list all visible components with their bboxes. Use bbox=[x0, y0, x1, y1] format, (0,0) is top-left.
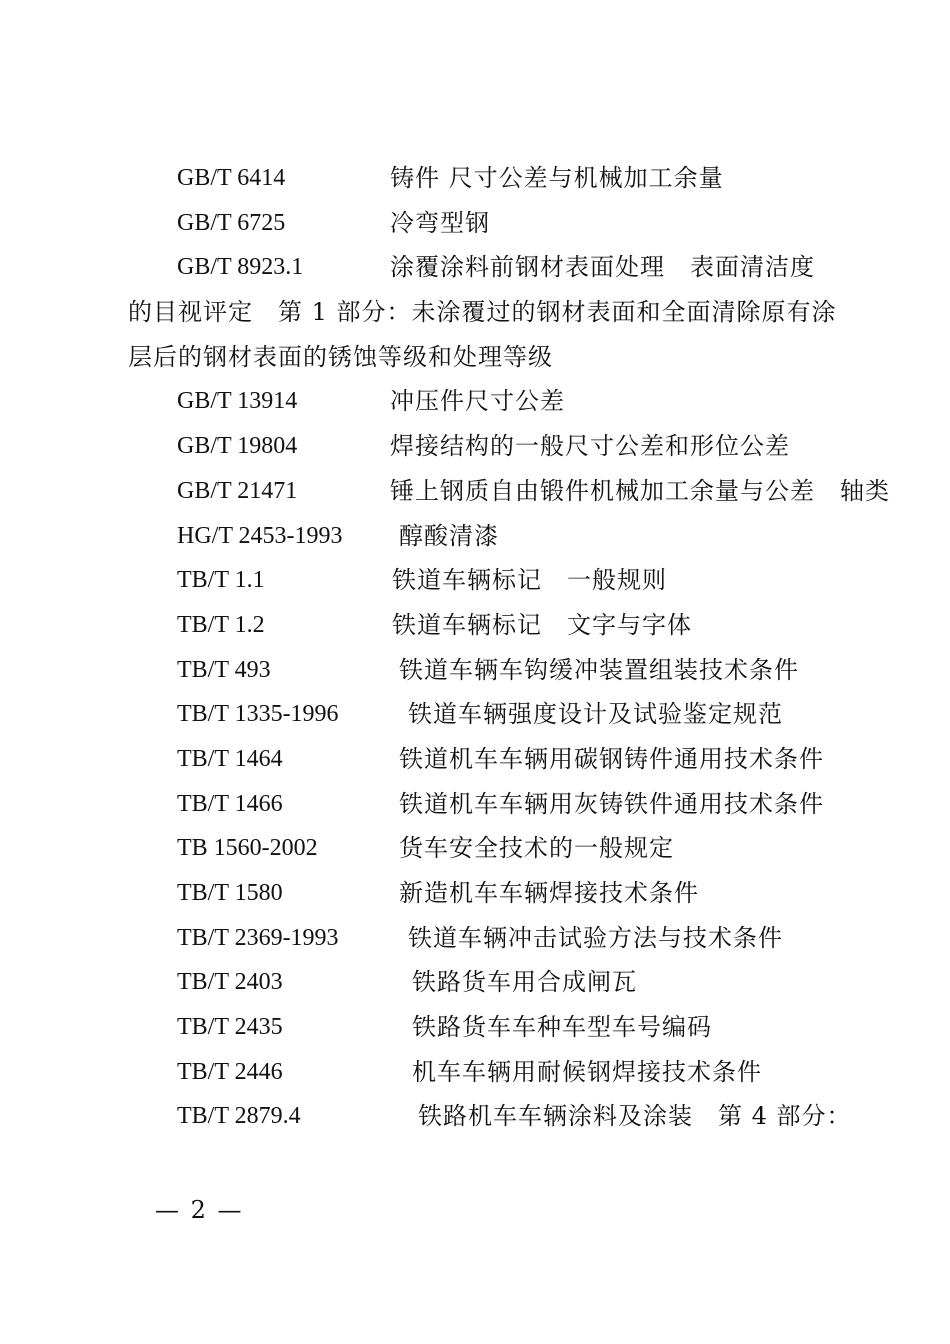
reference-item bbox=[0, 469, 950, 514]
reference-item bbox=[0, 379, 950, 424]
standard-code: TB/T 2369-1993 bbox=[177, 924, 339, 951]
standard-title: 铁道机车车辆用碳钢铸件通用技术条件 bbox=[399, 744, 824, 773]
standard-title: 新造机车车辆焊接技术条件 bbox=[399, 879, 699, 907]
standard-title: 涂覆涂料前钢材表面处理 表面清洁度 bbox=[390, 253, 815, 282]
standard-code: TB/T 1.2 bbox=[177, 611, 265, 638]
standard-title: 锤上钢质自由锻件机械加工余量与公差 轴类 bbox=[390, 476, 890, 505]
standard-code: TB/T 493 bbox=[177, 656, 271, 683]
reference-item bbox=[0, 1094, 950, 1139]
standard-title: 铸件 尺寸公差与机械加工余量 bbox=[390, 164, 724, 192]
standard-code: TB/T 2879.4 bbox=[177, 1103, 301, 1130]
normative-references-list bbox=[0, 156, 950, 1139]
reference-item bbox=[0, 514, 950, 559]
standard-title: 铁路货车用合成闸瓦 bbox=[412, 968, 637, 997]
standard-title: 铁道车辆冲击试验方法与技术条件 bbox=[408, 923, 783, 952]
standard-code: TB/T 1.1 bbox=[177, 567, 265, 594]
standard-code: HG/T 2453-1993 bbox=[177, 522, 343, 549]
reference-item bbox=[0, 1050, 950, 1095]
standard-title: 冷弯型钢 bbox=[390, 208, 490, 237]
reference-item bbox=[0, 245, 950, 290]
reference-item bbox=[0, 603, 950, 648]
standard-code: TB/T 1464 bbox=[177, 745, 283, 772]
reference-item bbox=[0, 156, 950, 201]
standard-title-continuation: 的目视评定 第 1 部分：未涂覆过的钢材表面和全面清除原有涂 bbox=[128, 298, 837, 327]
reference-item bbox=[0, 558, 950, 603]
reference-item bbox=[0, 916, 950, 961]
standard-code: TB/T 2446 bbox=[177, 1058, 283, 1085]
reference-item bbox=[0, 1005, 950, 1050]
standard-code: TB/T 1466 bbox=[177, 790, 283, 817]
standard-code: TB 1560-2002 bbox=[177, 835, 318, 862]
standard-title: 铁路机车车辆涂料及涂装 第 4 部分： bbox=[418, 1102, 852, 1131]
standard-code: GB/T 6725 bbox=[177, 209, 286, 236]
standard-title: 铁道车辆车钩缓冲装置组装技术条件 bbox=[399, 655, 799, 684]
standard-code: GB/T 8923.1 bbox=[177, 254, 304, 281]
standard-title: 铁道车辆强度设计及试验鉴定规范 bbox=[408, 700, 783, 729]
standard-code: TB/T 2403 bbox=[177, 969, 283, 996]
standard-title: 冲压件尺寸公差 bbox=[390, 387, 565, 416]
reference-item bbox=[0, 692, 950, 737]
standard-title: 铁路货车车种车型车号编码 bbox=[412, 1013, 712, 1042]
standard-title: 铁道车辆标记 文字与字体 bbox=[392, 610, 692, 639]
standard-code: GB/T 6414 bbox=[177, 165, 286, 191]
reference-item bbox=[0, 648, 950, 693]
reference-item bbox=[0, 826, 950, 871]
standard-code: TB/T 2435 bbox=[177, 1014, 283, 1041]
standard-title: 货车安全技术的一般规定 bbox=[399, 834, 674, 863]
standard-title: 焊接结构的一般尺寸公差和形位公差 bbox=[390, 432, 790, 461]
standard-code: GB/T 19804 bbox=[177, 433, 298, 460]
reference-item bbox=[0, 782, 950, 827]
standard-code: TB/T 1335-1996 bbox=[177, 701, 339, 728]
standard-code: GB/T 21471 bbox=[177, 477, 298, 504]
standard-title: 铁道车辆标记 一般规则 bbox=[392, 566, 667, 595]
reference-item bbox=[0, 737, 950, 782]
reference-item bbox=[0, 201, 950, 246]
standard-title: 机车车辆用耐候钢焊接技术条件 bbox=[412, 1057, 762, 1086]
reference-item bbox=[0, 871, 950, 916]
reference-item bbox=[0, 424, 950, 469]
reference-item bbox=[0, 960, 950, 1005]
standard-code: GB/T 13914 bbox=[177, 388, 298, 415]
standard-code: TB/T 1580 bbox=[177, 880, 283, 906]
standard-title: 铁道机车车辆用灰铸铁件通用技术条件 bbox=[399, 789, 824, 818]
standard-title-continuation: 层后的钢材表面的锈蚀等级和处理等级 bbox=[128, 342, 553, 371]
standard-title: 醇酸清漆 bbox=[399, 521, 499, 550]
page-number: — 2 — bbox=[155, 1196, 244, 1224]
